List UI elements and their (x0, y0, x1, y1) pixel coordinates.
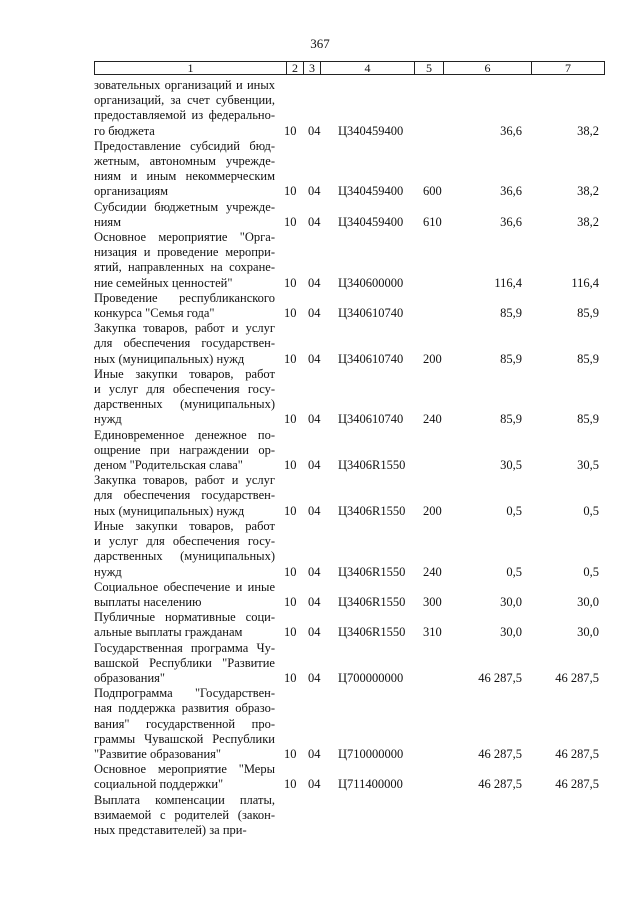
section-code: 10 (284, 184, 297, 199)
description-line: Субсидии бюджетным учрежде- (94, 199, 275, 214)
amount-year-1: 36,6 (500, 214, 522, 229)
section-code: 10 (284, 458, 297, 473)
row-values (94, 412, 605, 427)
target-article-code: Ц340459400 (338, 214, 404, 229)
target-article-code: Ц3406R1550 (338, 458, 406, 473)
section-code: 10 (284, 214, 297, 229)
amount-year-2: 0,5 (583, 564, 599, 579)
target-article-code: Ц340610740 (338, 306, 404, 321)
description-line: выплаты населению (94, 594, 202, 609)
expense-type-code: 600 (423, 184, 442, 199)
amount-year-1: 30,5 (500, 458, 522, 473)
subsection-code: 04 (308, 306, 321, 321)
amount-year-2: 30,0 (577, 594, 599, 609)
table-row (94, 321, 605, 367)
amount-year-1: 85,9 (500, 306, 522, 321)
description-line: Проведение республиканского (94, 290, 275, 305)
description-line: деном "Родительская слава" (94, 458, 243, 473)
target-article-code: Ц340610740 (338, 412, 404, 427)
subsection-code: 04 (308, 564, 321, 579)
subsection-code: 04 (308, 777, 321, 792)
description-line: нужд (94, 564, 122, 579)
table-row (94, 793, 605, 839)
description-line: ощрение при награждении ор- (94, 442, 275, 457)
amount-year-2: 38,2 (577, 184, 599, 199)
target-article-code: Ц3406R1550 (338, 625, 406, 640)
description-line: организаций, за счет субвенции, (94, 93, 275, 108)
description-line: ниям (94, 214, 122, 229)
description-line: низация и проведение меропри- (94, 245, 275, 260)
amount-year-1: 46 287,5 (478, 670, 522, 685)
amount-year-2: 38,2 (577, 214, 599, 229)
section-code: 10 (284, 746, 297, 761)
description-line: "Развитие образования" (94, 746, 221, 761)
description-line: Закупка товаров, работ и услуг (94, 473, 275, 488)
amount-year-1: 85,9 (500, 351, 522, 366)
description-line: для обеспечения государствен- (94, 488, 275, 503)
row-values (94, 124, 605, 139)
amount-year-2: 46 287,5 (555, 777, 599, 792)
table-row (94, 762, 605, 792)
amount-year-1: 30,0 (500, 625, 522, 640)
amount-year-1: 36,6 (500, 184, 522, 199)
subsection-code: 04 (308, 214, 321, 229)
amount-year-2: 30,5 (577, 458, 599, 473)
description-line: ных (муниципальных) нужд (94, 351, 245, 366)
expense-type-code: 310 (423, 625, 442, 640)
expense-type-code: 610 (423, 214, 442, 229)
subsection-code: 04 (308, 746, 321, 761)
amount-year-1: 0,5 (506, 503, 522, 518)
section-code: 10 (284, 625, 297, 640)
table-row (94, 200, 605, 230)
description-line: ниям и иным некоммерческим (94, 169, 275, 184)
row-values (94, 565, 605, 580)
description-line: взимаемой с родителей (закон- (94, 807, 275, 822)
description-line: дарственных (муниципальных) (94, 549, 275, 564)
description-line: ных представителей) за при- (94, 822, 247, 837)
header-col-6: 6 (443, 62, 531, 74)
subsection-code: 04 (308, 625, 321, 640)
header-col-4: 4 (320, 62, 414, 74)
amount-year-1: 85,9 (500, 412, 522, 427)
amount-year-1: 46 287,5 (478, 777, 522, 792)
description-line: го бюджета (94, 123, 155, 138)
description-line: и услуг для обеспечения госу- (94, 382, 275, 397)
target-article-code: Ц340600000 (338, 275, 404, 290)
amount-year-2: 46 287,5 (555, 670, 599, 685)
table-row (94, 139, 605, 200)
header-col-5: 5 (414, 62, 443, 74)
target-article-code: Ц340459400 (338, 184, 404, 199)
subsection-code: 04 (308, 184, 321, 199)
subsection-code: 04 (308, 594, 321, 609)
amount-year-1: 30,0 (500, 594, 522, 609)
target-article-code: Ц3406R1550 (338, 594, 406, 609)
row-values (94, 215, 605, 230)
section-code: 10 (284, 503, 297, 518)
target-article-code: Ц711400000 (338, 777, 403, 792)
amount-year-1: 46 287,5 (478, 746, 522, 761)
description-line: Публичные нормативные соци- (94, 610, 275, 625)
description-line: конкурса "Семья года" (94, 306, 215, 321)
header-col-2: 2 (286, 62, 303, 74)
description-line: жетным, автономным учрежде- (94, 154, 275, 169)
table-row (94, 686, 605, 762)
subsection-code: 04 (308, 275, 321, 290)
amount-year-1: 0,5 (506, 564, 522, 579)
header-col-3: 3 (303, 62, 320, 74)
description-line: Закупка товаров, работ и услуг (94, 321, 275, 336)
section-code: 10 (284, 275, 297, 290)
table-row (94, 473, 605, 519)
amount-year-2: 85,9 (577, 351, 599, 366)
section-code: 10 (284, 351, 297, 366)
target-article-code: Ц3406R1550 (338, 503, 406, 518)
expense-type-code: 200 (423, 351, 442, 366)
table-body (94, 78, 605, 838)
expense-type-code: 300 (423, 594, 442, 609)
description-line: ных (муниципальных) нужд (94, 503, 245, 518)
description-line: Предоставление субсидий бюд- (94, 138, 275, 153)
target-article-code: Ц700000000 (338, 670, 404, 685)
section-code: 10 (284, 594, 297, 609)
description-line: вания" государственной про- (94, 716, 275, 731)
table-row (94, 580, 605, 610)
description-line: вашской Республики "Развитие (94, 655, 275, 670)
amount-year-2: 116,4 (571, 275, 599, 290)
section-code: 10 (284, 777, 297, 792)
description-line: и услуг для обеспечения госу- (94, 534, 275, 549)
section-code: 10 (284, 412, 297, 427)
header-col-7: 7 (531, 62, 604, 74)
row-values (94, 823, 605, 838)
description-line: нужд (94, 412, 122, 427)
subsection-code: 04 (308, 503, 321, 518)
section-code: 10 (284, 670, 297, 685)
amount-year-1: 116,4 (494, 275, 522, 290)
section-code: 10 (284, 123, 297, 138)
row-values (94, 352, 605, 367)
section-code: 10 (284, 306, 297, 321)
row-values (94, 276, 605, 291)
table-row (94, 230, 605, 291)
row-values (94, 306, 605, 321)
description-line: организациям (94, 184, 169, 199)
amount-year-1: 36,6 (500, 123, 522, 138)
description-line: альные выплаты гражданам (94, 625, 243, 640)
table-row (94, 367, 605, 428)
page-number: 367 (310, 36, 330, 51)
description-line: ная поддержка развития образо- (94, 701, 275, 716)
description-line: дарственных (муниципальных) (94, 397, 275, 412)
target-article-code: Ц710000000 (338, 746, 404, 761)
table-row (94, 519, 605, 580)
description-line: Выплата компенсации платы, (94, 792, 275, 807)
description-line: социальной поддержки" (94, 777, 224, 792)
expense-type-code: 240 (423, 412, 442, 427)
amount-year-2: 30,0 (577, 625, 599, 640)
description-line: Иные закупки товаров, работ (94, 518, 275, 533)
target-article-code: Ц3406R1550 (338, 564, 406, 579)
expense-type-code: 240 (423, 564, 442, 579)
table-row (94, 428, 605, 474)
description-line: Государственная программа Чу- (94, 640, 275, 655)
amount-year-2: 38,2 (577, 123, 599, 138)
description-line: предоставляемой из федерально- (94, 108, 275, 123)
row-values (94, 625, 605, 640)
table-row (94, 291, 605, 321)
row-values (94, 595, 605, 610)
target-article-code: Ц340610740 (338, 351, 404, 366)
subsection-code: 04 (308, 458, 321, 473)
expense-type-code: 200 (423, 503, 442, 518)
description-line: образования" (94, 670, 166, 685)
row-values (94, 777, 605, 792)
subsection-code: 04 (308, 670, 321, 685)
amount-year-2: 85,9 (577, 306, 599, 321)
subsection-code: 04 (308, 351, 321, 366)
description-line: Подпрограмма "Государствен- (94, 686, 275, 701)
amount-year-2: 46 287,5 (555, 746, 599, 761)
subsection-code: 04 (308, 412, 321, 427)
table-row (94, 641, 605, 687)
row-values (94, 184, 605, 199)
description-line: Основное мероприятие "Орга- (94, 230, 275, 245)
description-line: зовательных организаций и иных (94, 78, 275, 92)
row-values (94, 671, 605, 686)
description-line: Иные закупки товаров, работ (94, 366, 275, 381)
subsection-code: 04 (308, 123, 321, 138)
row-values (94, 458, 605, 473)
header-col-1: 1 (187, 61, 194, 75)
section-code: 10 (284, 564, 297, 579)
amount-year-2: 0,5 (583, 503, 599, 518)
description-line: Основное мероприятие "Меры (94, 762, 275, 777)
description-line: Социальное обеспечение и иные (94, 579, 275, 594)
table-header-row (94, 61, 605, 75)
row-values (94, 747, 605, 762)
description-line: ние семейных ценностей" (94, 275, 233, 290)
target-article-code: Ц340459400 (338, 123, 404, 138)
description-line: ятий, направленных на сохране- (94, 260, 275, 275)
description-line: для обеспечения государствен- (94, 336, 275, 351)
table-row (94, 78, 605, 139)
description-line: Единовременное денежное по- (94, 427, 275, 442)
table-row (94, 610, 605, 640)
row-values (94, 504, 605, 519)
amount-year-2: 85,9 (577, 412, 599, 427)
description-line: граммы Чувашской Республики (94, 731, 275, 746)
